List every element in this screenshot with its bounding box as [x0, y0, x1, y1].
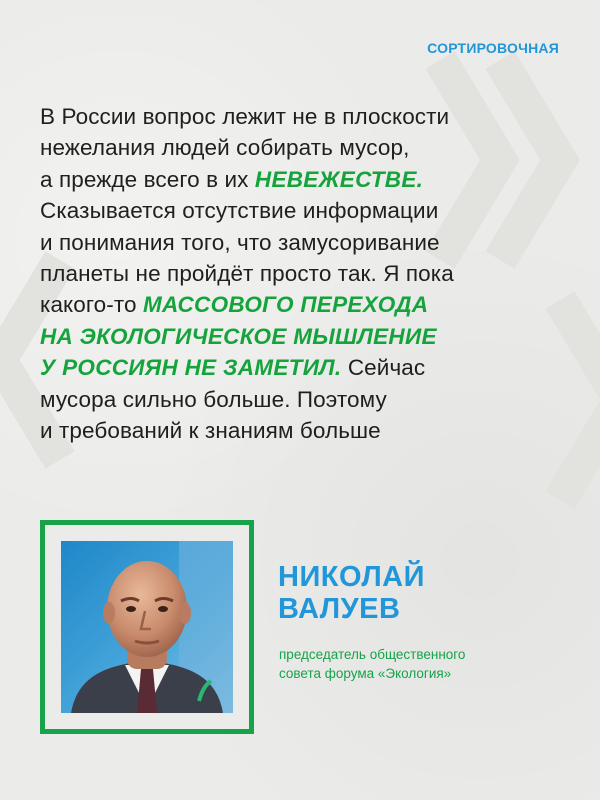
quote-line [40, 227, 580, 258]
quote-line [40, 415, 580, 446]
speaker-name [278, 561, 425, 625]
speaker-photo [61, 541, 233, 713]
quote-segment: планеты не пройдёт просто так. Я пока [40, 261, 454, 287]
quote-line [40, 289, 580, 320]
quote-segment: мусора сильно больше. Поэтому [40, 386, 387, 412]
quote-highlight: НА ЭКОЛОГИЧЕСКОЕ МЫШЛЕНИЕ [40, 323, 437, 349]
quote-line [40, 132, 580, 163]
speaker-role-line: председатель общественного [279, 647, 466, 662]
quote-segment: Сейчас [341, 355, 426, 381]
quote-highlight: МАССОВОГО ПЕРЕХОДА [143, 292, 429, 318]
quote-segment: В России вопрос лежит не в плоскости [40, 104, 450, 129]
quote-line [40, 164, 580, 195]
speaker-first-name: НИКОЛАЙ [278, 561, 425, 593]
quote-segment: и понимания того, что замусоривание [40, 229, 440, 255]
speaker-last-name: ВАЛУЕВ [278, 593, 401, 625]
quote-segment: а прежде всего в их [40, 166, 255, 192]
quote-text [40, 101, 580, 446]
quote-line [40, 384, 580, 415]
quote-line [40, 258, 580, 289]
speaker-role-line: совета форума «Экология» [279, 666, 452, 681]
quote-highlight: НЕВЕЖЕСТВЕ. [254, 166, 424, 192]
quote-segment: какого-то [40, 292, 143, 318]
quote-segment: Сказывается отсутствие информации [40, 198, 439, 224]
quote-highlight: У РОССИЯН НЕ ЗАМЕТИЛ. [40, 355, 342, 381]
quote-line [40, 101, 580, 132]
quote-segment: и требований к знаниям больше [40, 418, 381, 444]
quote-line [40, 321, 580, 352]
quote-line [40, 195, 580, 226]
quote-segment: нежелания людей собирать мусор, [40, 135, 410, 161]
quote-line [40, 352, 580, 383]
photo-frame [40, 520, 254, 734]
brand-label: СОРТИРОВОЧНАЯ [427, 40, 559, 56]
speaker-role [279, 645, 559, 683]
